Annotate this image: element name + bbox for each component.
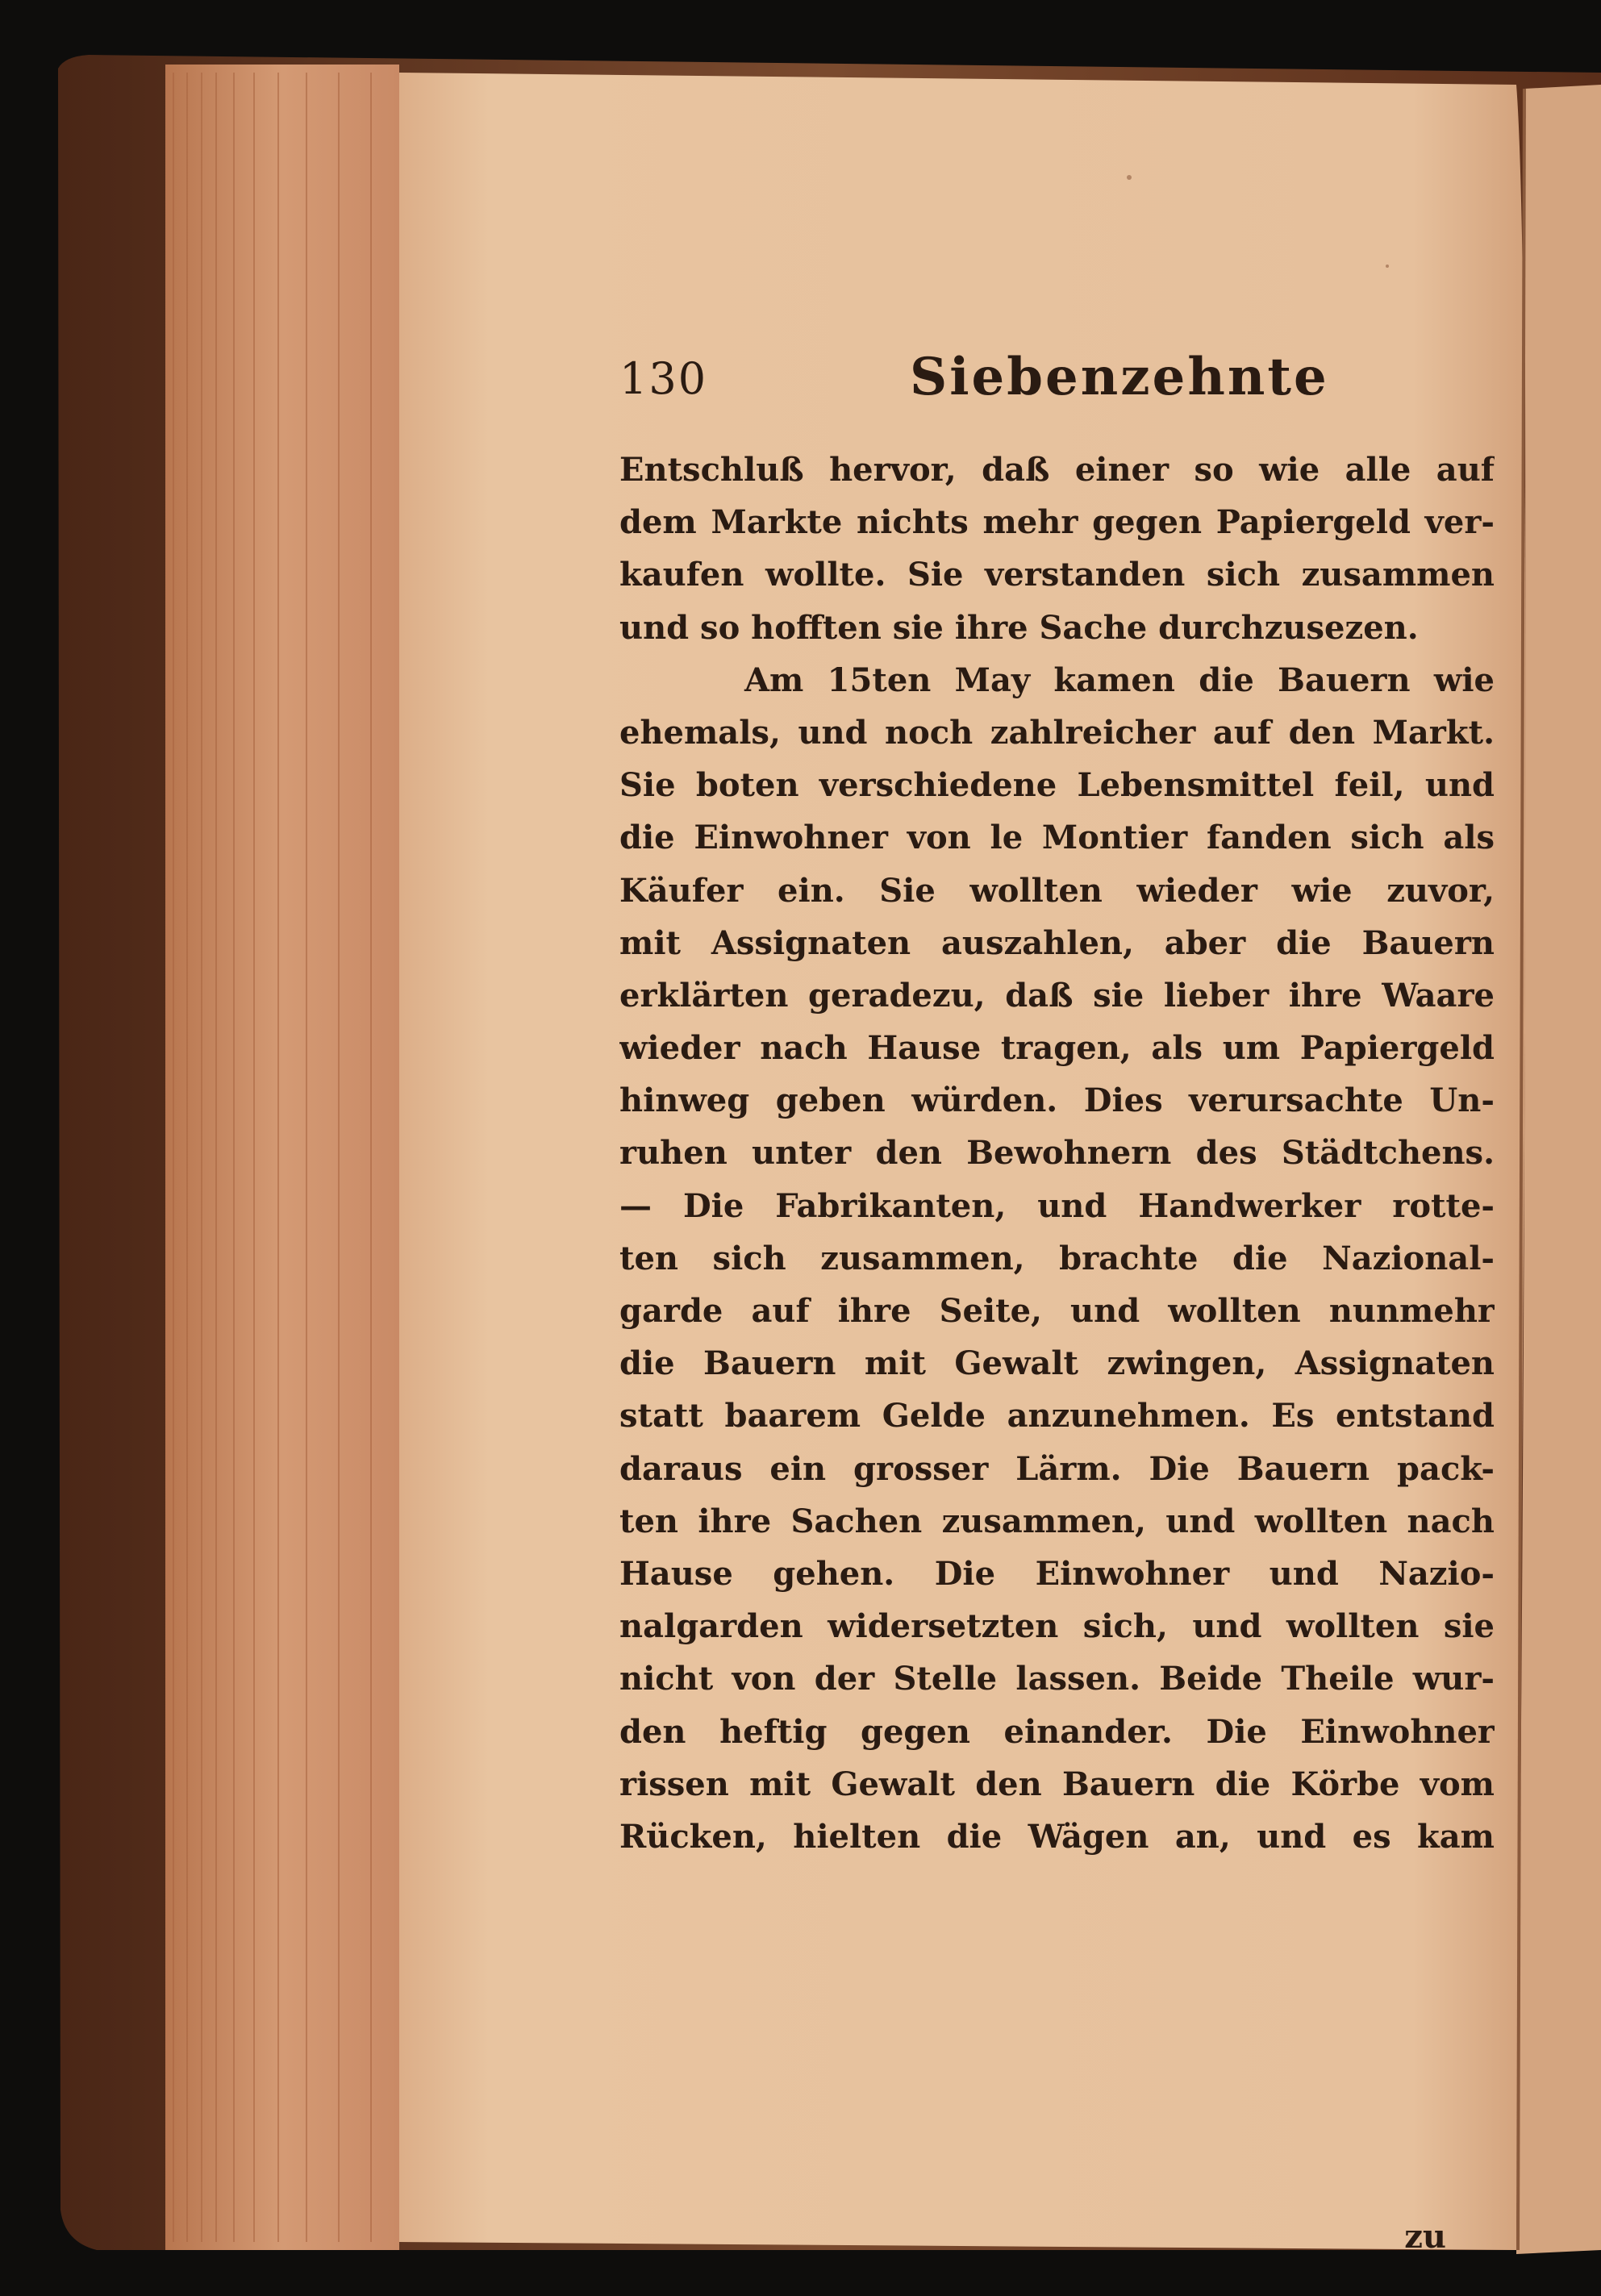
text-line: daraus ein grosser Lärm. Die Bauern pack- [619, 1449, 1495, 1488]
text-line: ten sich zusammen, brachte die Nazional- [619, 1239, 1495, 1277]
text-line: Rücken, hielten die Wägen an, und es kam [619, 1817, 1495, 1856]
text-line: rissen mit Gewalt den Bauern die Körbe vom [619, 1765, 1495, 1803]
page-number: 130 [619, 353, 708, 404]
text-line: ten ihre Sachen zusammen, und wollten nach [619, 1502, 1495, 1540]
page-header [619, 339, 1495, 419]
page-block-edges [165, 65, 399, 2250]
text-line: und so hofften sie ihre Sache durchzusezen. [619, 608, 1419, 647]
text-line: kaufen wollte. Sie verstanden sich zusammen [619, 556, 1495, 594]
paper-stain [1127, 175, 1132, 180]
text-line: den heftig gegen einander. Die Einwohner [619, 1712, 1495, 1751]
paper-stain [1386, 265, 1389, 268]
page-text-block [619, 339, 1495, 2256]
running-head: Siebenzehnte [910, 347, 1329, 407]
text-line: — Die Fabrikanten, und Handwerker rotte- [619, 1186, 1495, 1225]
text-line: dem Markte nichts mehr gegen Papiergeld ver- [619, 503, 1495, 542]
text-line: Entschluß hervor, daß einer so wie alle auf [619, 451, 1495, 489]
text-line: ruhen unter den Bewohnern des Städtchens. [619, 1134, 1495, 1173]
text-line: Hause gehen. Die Einwohner und Nazio- [619, 1554, 1495, 1593]
text-line: nicht von der Stelle lassen. Beide Theile wur- [619, 1660, 1495, 1698]
text-line: die Einwohner von le Montier fanden sich als [619, 819, 1495, 857]
text-line: Käufer ein. Sie wollten wieder wie zuvor, [619, 871, 1495, 910]
text-line: ehemals, und noch zahlreicher auf den Markt. [619, 713, 1495, 752]
facing-page-edge [1516, 85, 1601, 2254]
text-line: Am 15ten May kamen die Bauern wie [744, 660, 1495, 699]
body-text [619, 444, 1495, 1863]
text-line: hinweg geben würden. Dies verursachte Un- [619, 1081, 1495, 1120]
text-line: nalgarden widersetzten sich, und wollten sie [619, 1607, 1495, 1646]
text-line: mit Assignaten auszahlen, aber die Bauern [619, 923, 1495, 962]
catchword: zu [1404, 2218, 1446, 2256]
text-line: Sie boten verschiedene Lebensmittel feil, und [619, 766, 1495, 805]
text-line: wieder nach Hause tragen, als um Papiergeld [619, 1029, 1495, 1068]
text-line: erklärten geradezu, daß sie lieber ihre Waare [619, 976, 1495, 1015]
text-line: die Bauern mit Gewalt zwingen, Assignaten [619, 1344, 1495, 1383]
text-line: statt baarem Gelde anzunehmen. Es entstand [619, 1397, 1495, 1436]
text-line: garde auf ihre Seite, und wollten nunmehr [619, 1292, 1495, 1330]
